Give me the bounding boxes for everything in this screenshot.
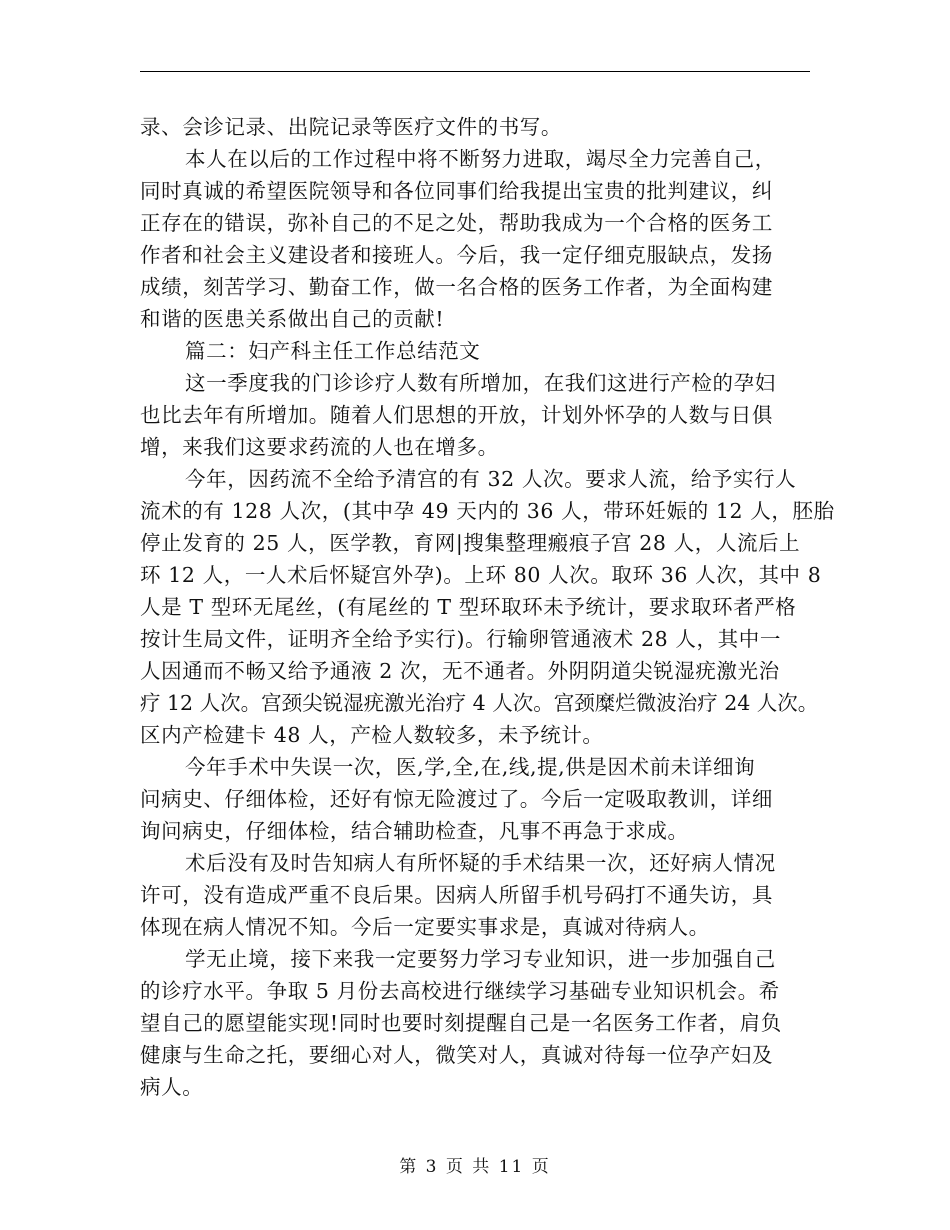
- text-line: 学无止境，接下来我一定要努力学习专业知识，进一步加强自己: [185, 947, 776, 971]
- text-line: 按计生局文件，证明齐全给予实行)。行输卵管通液术 28 人，其中一: [140, 627, 781, 651]
- text-line: 询问病史，仔细体检，结合辅助检查，凡事不再急于求成。: [140, 819, 689, 843]
- text-line: 这一季度我的门诊诊疗人数有所增加，在我们这进行产检的孕妇: [185, 371, 776, 395]
- text-line: 的诊疗水平。争取 5 月份去高校进行继续学习基础专业知识机会。希: [140, 979, 780, 1003]
- text-line: 健康与生命之托，要细心对人，微笑对人，真诚对待每一位孕产妇及: [140, 1043, 773, 1067]
- text-line: 正存在的错误，弥补自己的不足之处，帮助我成为一个合格的医务工: [140, 211, 773, 235]
- text-line: 病人。: [140, 1075, 204, 1099]
- text-line: 流术的有 128 人次，(其中孕 49 天内的 36 人，带环妊娠的 12 人，胚胎: [140, 499, 835, 523]
- text-line: 问病史、仔细体检，还好有惊无险渡过了。今后一定吸取教训，详细: [140, 787, 773, 811]
- text-line: 也比去年有所增加。随着人们思想的开放，计划外怀孕的人数与日俱: [140, 403, 773, 427]
- text-line: 术后没有及时告知病人有所怀疑的手术结果一次，还好病人情况: [185, 851, 776, 875]
- text-line: 许可，没有造成严重不良后果。因病人所留手机号码打不通失访，具: [140, 883, 773, 907]
- text-line: 作者和社会主义建设者和接班人。今后，我一定仔细克服缺点，发扬: [140, 243, 773, 267]
- text-line: 体现在病人情况不知。今后一定要实事求是，真诚对待病人。: [140, 915, 710, 939]
- text-line: 本人在以后的工作过程中将不断努力进取，竭尽全力完善自己，: [185, 147, 776, 171]
- text-line: 和谐的医患关系做出自己的贡献!: [140, 307, 445, 331]
- text-line: 区内产检建卡 48 人，产检人数较多，未予统计。: [140, 723, 604, 747]
- text-line: 停止发育的 25 人，医学教，育网|搜集整理瘢痕子宫 28 人，人流后上: [140, 531, 801, 555]
- text-line: 望自己的愿望能实现!同时也要时刻提醒自己是一名医务工作者，肩负: [140, 1011, 782, 1035]
- text-line: 录、会诊记录、出院记录等医疗文件的书写。: [140, 115, 562, 139]
- text-line: 增，来我们这要求药流的人也在增多。: [140, 435, 499, 459]
- page-number: 第 3 页 共 11 页: [399, 1157, 551, 1177]
- text-line: 疗 12 人次。宫颈尖锐湿疣激光治疗 4 人次。宫颈糜烂微波治疗 24 人次。: [140, 691, 819, 715]
- text-line: 今年，因药流不全给予清宫的有 32 人次。要求人流，给予实行人: [185, 467, 797, 491]
- text-line: 环 12 人，一人术后怀疑宫外孕)。上环 80 人次。取环 36 人次，其中 8: [140, 563, 822, 587]
- text-line: 今年手术中失误一次，医,学,全,在,线,提,供是因术前未详细询: [185, 755, 756, 779]
- text-line: 成绩，刻苦学习、勤奋工作，做一名合格的医务工作者，为全面构建: [140, 275, 773, 299]
- text-line: 人因通而不畅又给予通液 2 次，无不通者。外阴阴道尖锐湿疣激光治: [140, 659, 780, 683]
- section-heading: 篇二：妇产科主任工作总结范文: [185, 339, 481, 363]
- text-line: 人是 T 型环无尾丝，(有尾丝的 T 型环取环未予统计，要求取环者严格: [140, 595, 797, 619]
- text-line: 同时真诚的希望医院领导和各位同事们给我提出宝贵的批判建议，纠: [140, 179, 773, 203]
